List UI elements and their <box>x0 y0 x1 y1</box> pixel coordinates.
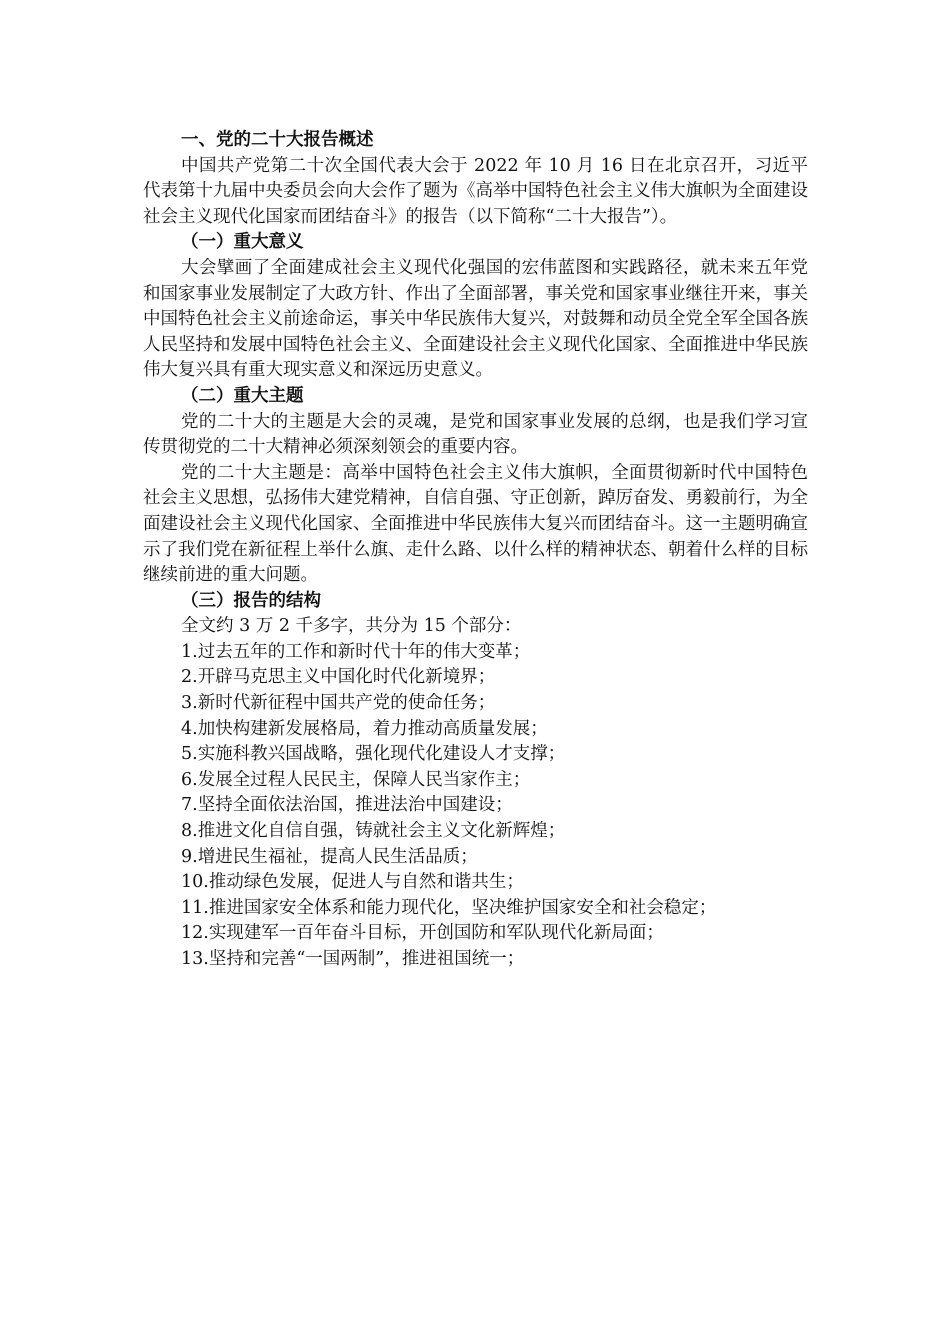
intro-paragraph: 中国共产党第二十次全国代表大会于 2022 年 10 月 16 日在北京召开，习近平代表第十九届中央委员会向大会作了题为《高举中国特色社会主义伟大旗帜为全面建设社会主义现代化国家而团结奋斗》的报告（以下简称“二十大报告”）。 <box>143 155 808 227</box>
significance-paragraph: 大会擘画了全面建成社会主义现代化强国的宏伟蓝图和实践路径，就未来五年党和国家事业发展制定了大政方针、作出了全面部署，事关党和国家事业继往开来，事关中国特色社会主义前途命运，事关中华民族伟大复兴，对鼓舞和动员全党全军全国各族人民坚持和发展中国特色社会主义、全面建设社会主义现代化国家、全面推进中华民族伟大复兴具有重大现实意义和深远历史意义。 <box>143 257 808 381</box>
list-item: 1.过去五年的工作和新时代十年的伟大变革； <box>181 641 531 662</box>
list-item: 3.新时代新征程中国共产党的使命任务； <box>181 693 496 714</box>
list-item: 12.实现建军一百年奋斗目标，开创国防和军队现代化新局面； <box>181 923 664 944</box>
document-body <box>143 128 808 973</box>
list-item: 10.推动绿色发展，促进人与自然和谐共生； <box>181 872 524 893</box>
structure-heading: （三）报告的结构 <box>181 590 321 611</box>
list-item: 6.发展全过程人民民主，保障人民当家作主； <box>181 769 531 790</box>
list-item: 9.增进民生福祉，提高人民生活品质； <box>181 846 478 867</box>
list-item: 5.实施科教兴国战略，强化现代化建设人才支撑； <box>181 744 566 765</box>
section-title: 一、党的二十大报告概述 <box>181 130 374 150</box>
list-item: 13.坚持和完善“一国两制”，推进祖国统一； <box>181 949 525 969</box>
significance-heading: （一）重大意义 <box>181 232 304 253</box>
list-item: 4.加快构建新发展格局，着力推动高质量发展； <box>181 718 548 739</box>
theme-paragraph-1: 党的二十大的主题是大会的灵魂，是党和国家事业发展的总纲，也是我们学习宣传贯彻党的二十大精神必须深刻领会的重要内容。 <box>143 411 808 458</box>
structure-summary: 全文约 3 万 2 千多字，共分为 15 个部分： <box>181 616 522 637</box>
theme-paragraph-2: 党的二十大主题是：高举中国特色社会主义伟大旗帜，全面贯彻新时代中国特色社会主义思想，弘扬伟大建党精神，自信自强、守正创新，踔厉奋发、勇毅前行，为全面建设社会主义现代化国家、全面推进中华民族伟大复兴而团结奋斗。这一主题明确宣示了我们党在新征程上举什么旗、走什么路、以什么样的精神状态、朝着什么样的目标继续前进的重大问题。 <box>143 462 808 586</box>
list-item: 2.开辟马克思主义中国化时代化新境界； <box>181 667 496 688</box>
list-item: 11.推进国家安全体系和能力现代化，坚决维护国家安全和社会稳定； <box>181 897 717 918</box>
theme-heading: （二）重大主题 <box>181 385 304 406</box>
list-item: 8.推进文化自信自强，铸就社会主义文化新辉煌； <box>181 821 566 842</box>
list-item: 7.坚持全面依法治国，推进法治中国建设； <box>181 795 513 816</box>
